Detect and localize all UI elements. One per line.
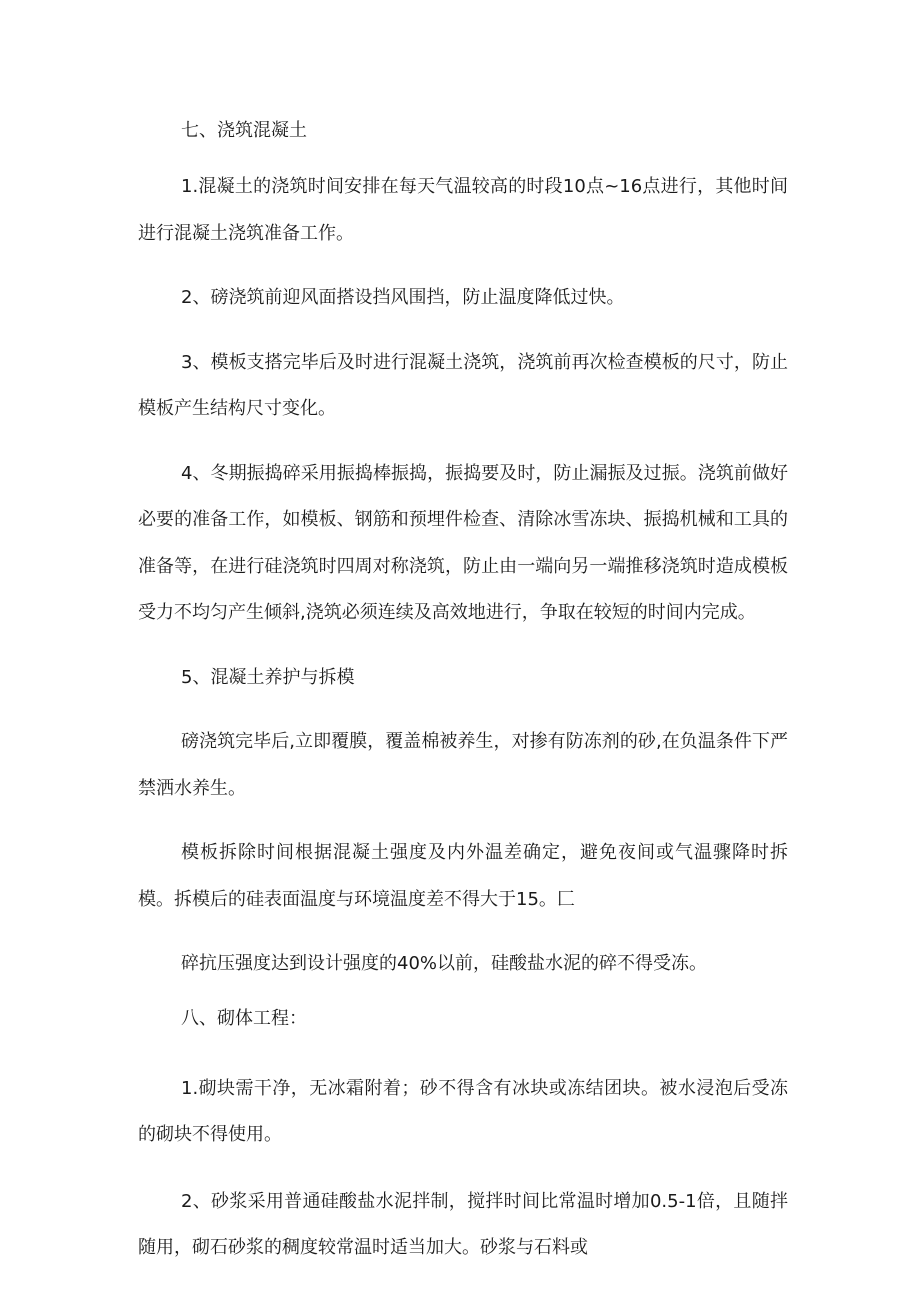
paragraph-masonry-blocks: 1.砌块需干净，无冰霜附着；砂不得含有冰块或冻结团块。被水浸泡后受冻的砌块不得使用。: [138, 1077, 788, 1145]
paragraph-form-removal: 模板拆除时间根据混凝土强度及内外温差确定，避免夜间或气温骤降时拆模。拆模后的硅表面温度与环境温度差不得大于15。匚: [138, 842, 788, 910]
section-heading-masonry: 八、砌体工程：: [181, 1007, 307, 1029]
paragraph-windbreak: 2、磅浇筑前迎风面搭设挡风围挡，防止温度降低过快。: [181, 287, 625, 308]
paragraph-curing-heading: 5、混凝土养护与拆模: [181, 666, 355, 688]
document-body: [138, 118, 788, 1272]
paragraph-mortar: 2、砂浆采用普通硅酸盐水泥拌制，搅拌时间比常温时增加0.5-1倍，且随拌随用，砌石砂浆的稠度较常温时适当加大。砂浆与石料或: [138, 1190, 788, 1258]
paragraph-frost-protection: 碎抗压强度达到设计强度的40%以前，硅酸盐水泥的碎不得受冻。: [181, 953, 708, 974]
paragraph-curing: 磅浇筑完毕后,立即覆膜，覆盖棉被养生，对掺有防冻剂的砂,在负温条件下严禁洒水养生。: [138, 731, 788, 799]
paragraph-pour-time: 1.混凝土的浇筑时间安排在每天气温较高的时段10点~16点进行，其他时间进行混凝土浇筑准备工作。: [138, 176, 788, 244]
paragraph-formwork-check: 3、模板支搭完毕后及时进行混凝土浇筑，浇筑前再次检查模板的尺寸，防止模板产生结构尺寸变化。: [138, 351, 788, 419]
section-heading-pour-concrete: 七、浇筑混凝土: [181, 120, 307, 141]
paragraph-vibration: 4、冬期振捣碎采用振捣棒振捣，振捣要及时，防止漏振及过振。浇筑前做好必要的准备工作，如模板、钢筋和预埋件检查、清除冰雪冻块、振捣机械和工具的准备等，在进行硅浇筑时四周对称浇筑，防止由一端向另一端推移浇筑时造成模板受力不均匀产生倾斜,浇筑必须连续及高效地进行，争取在较短的时间内完成。: [138, 462, 788, 623]
